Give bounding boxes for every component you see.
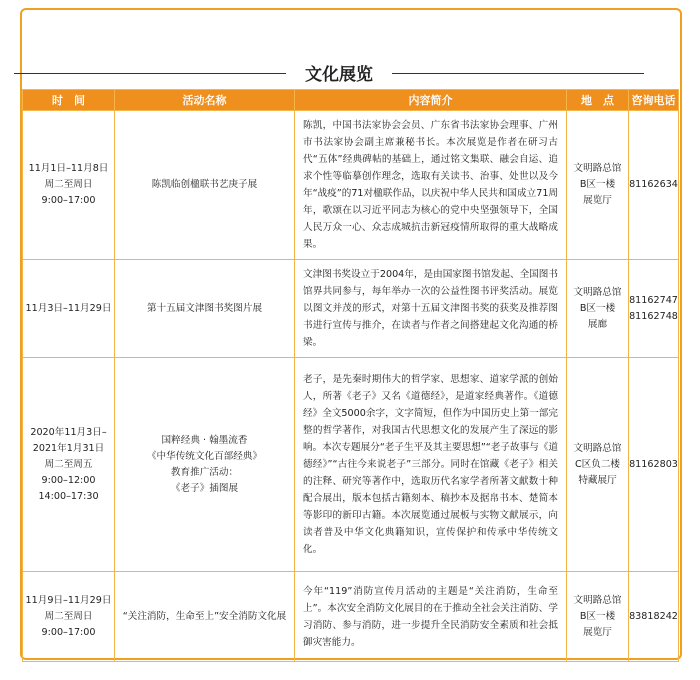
row-phone: 83818242 bbox=[629, 572, 679, 662]
header-time: 时 间 bbox=[23, 90, 115, 111]
table-row bbox=[23, 358, 679, 572]
row-intro: 文津图书奖设立于2004年，是由国家图书馆发起、全国图书馆界共同参与，每年举办一次的公益性图书评奖活动。展览以图文并茂的形式，对第十五届文津图书奖的获奖及推荐图书进行宣传与推介，在读者与作者之间搭建起文化沟通的桥梁。 bbox=[295, 260, 567, 358]
row-phone: 81162803 bbox=[629, 358, 679, 572]
header-phone: 咨询电话 bbox=[629, 90, 679, 111]
row-time: 11月1日–11月8日 周二至周日 9:00–17:00 bbox=[23, 111, 115, 260]
row-place: 文明路总馆 C区负二楼 特藏展厅 bbox=[567, 358, 629, 572]
row-name: 陈凯临创楹联书艺庚子展 bbox=[115, 111, 295, 260]
row-intro: 陈凯，中国书法家协会会员、广东省书法家协会理事、广州市书法家协会副主席兼秘书长。本次展览是作者在研习古代“五体”经典碑帖的基础上，通过铭文集联、融会自运、追求个性等临摹创作理念，选取有关读书、治事、处世以及今年“战疫”的71对楹联作品，以庆祝中华人民共和国成立71周年，歌颂在以习近平同志为核心的党中央坚强领导下，全国人民万众一心、众志成城抗击新冠疫情所取得的重大战略成果。 bbox=[295, 111, 567, 260]
title-bar bbox=[0, 56, 700, 85]
header-place: 地 点 bbox=[567, 90, 629, 111]
title-divider-left bbox=[14, 73, 286, 74]
header-name: 活动名称 bbox=[115, 90, 295, 111]
row-name: 国粹经典 · 翰墨流香 《中华传统文化百部经典》 教育推广活动： 《老子》插图展 bbox=[115, 358, 295, 572]
table-row bbox=[23, 260, 679, 358]
row-time: 11月9日–11月29日 周二至周日 9:00–17:00 bbox=[23, 572, 115, 662]
page-title: 文化展览 bbox=[305, 65, 373, 85]
title-divider-right bbox=[392, 73, 644, 74]
exhibition-table bbox=[22, 89, 679, 662]
table-header-row bbox=[23, 90, 679, 111]
row-name: “关注消防，生命至上”安全消防文化展 bbox=[115, 572, 295, 662]
row-intro: 老子，是先秦时期伟大的哲学家、思想家、道家学派的创始人，所著《老子》又名《道德经》，是道家经典著作。《道德经》全文5000余字，文字简短，但作为中国历史上第一部完整的哲学著作，对我国古代思想文化的发展产生了深远的影响。本次专题展分“老子生平及其主要思想”“老子故事与《道德经》”“古往今来说老子”三部分。同时在馆藏《老子》相关的注释、研究等著作中，选取历代名家学者所著文献数十种配合展出，版本包括古籍刻本、稿抄本及据帛书本、楚简本等影印的新印古籍。本次展览通过展板与实物文献展示，向读者普及中华文化典籍知识，宣传保护和传承中华传统文化。 bbox=[295, 358, 567, 572]
row-time: 11月3日–11月29日 bbox=[23, 260, 115, 358]
table-row bbox=[23, 572, 679, 662]
row-place: 文明路总馆 B区一楼 展览厅 bbox=[567, 572, 629, 662]
row-phone: 81162747 81162748 bbox=[629, 260, 679, 358]
row-time: 2020年11月3日– 2021年1月31日 周二至周五 9:00–12:00 14:00–17:30 bbox=[23, 358, 115, 572]
row-place: 文明路总馆 B区一楼 展览厅 bbox=[567, 111, 629, 260]
row-name: 第十五届文津图书奖图片展 bbox=[115, 260, 295, 358]
row-place: 文明路总馆 B区一楼 展廊 bbox=[567, 260, 629, 358]
header-intro: 内容简介 bbox=[295, 90, 567, 111]
row-intro: 今年“119”消防宣传月活动的主题是“关注消防，生命至上”。本次安全消防文化展目的在于推动全社会关注消防、学习消防、参与消防，进一步提升全民消防安全素质和社会抵御灾害能力。 bbox=[295, 572, 567, 662]
table-row bbox=[23, 111, 679, 260]
row-phone: 81162634 bbox=[629, 111, 679, 260]
